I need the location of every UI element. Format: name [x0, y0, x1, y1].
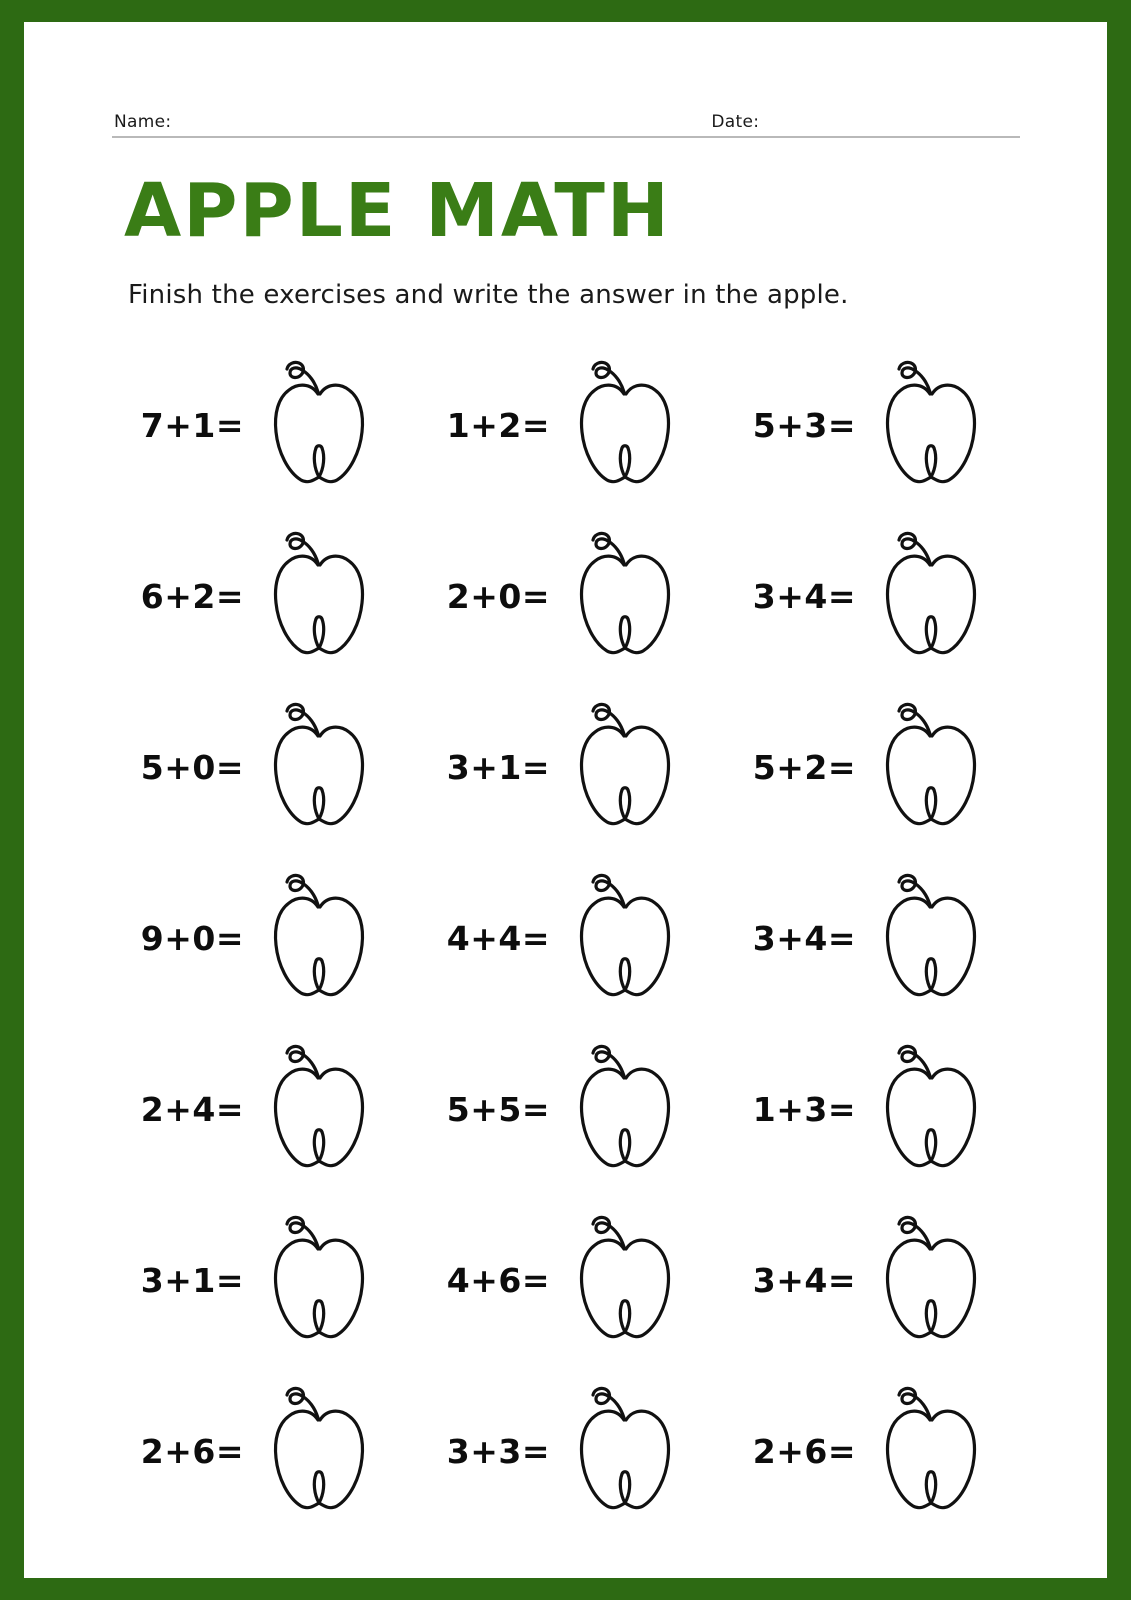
problem-cell-7 — [112, 682, 418, 853]
problem-equation: 1+3= — [752, 1090, 856, 1129]
problem-equation: 3+4= — [752, 919, 856, 958]
problem-cell-20 — [418, 1366, 724, 1537]
apple-answer-box[interactable] — [866, 869, 996, 1009]
problem-equation: 3+4= — [752, 577, 856, 616]
page-title: APPLE MATH — [124, 168, 671, 254]
problem-equation: 3+4= — [752, 1261, 856, 1300]
problem-cell-11 — [418, 853, 724, 1024]
apple-answer-box[interactable] — [866, 527, 996, 667]
problem-equation: 6+2= — [140, 577, 244, 616]
problem-cell-21 — [724, 1366, 1030, 1537]
problem-equation: 5+5= — [446, 1090, 550, 1129]
problem-cell-10 — [112, 853, 418, 1024]
apple-answer-box[interactable] — [254, 698, 384, 838]
apple-answer-box[interactable] — [866, 1211, 996, 1351]
apple-answer-box[interactable] — [254, 869, 384, 1009]
name-label: Name: — [114, 112, 172, 132]
apple-answer-box[interactable] — [254, 356, 384, 496]
problem-cell-5 — [418, 511, 724, 682]
apple-answer-box[interactable] — [254, 1040, 384, 1180]
apple-answer-box[interactable] — [560, 1211, 690, 1351]
problem-equation: 3+1= — [446, 748, 550, 787]
apple-answer-box[interactable] — [254, 1382, 384, 1522]
apple-answer-box[interactable] — [254, 527, 384, 667]
problem-equation: 9+0= — [140, 919, 244, 958]
apple-answer-box[interactable] — [560, 527, 690, 667]
problem-equation: 7+1= — [140, 406, 244, 445]
problem-equation: 3+1= — [140, 1261, 244, 1300]
apple-answer-box[interactable] — [866, 356, 996, 496]
problem-equation: 2+4= — [140, 1090, 244, 1129]
problem-cell-8 — [418, 682, 724, 853]
problem-equation: 3+3= — [446, 1432, 550, 1471]
problem-equation: 5+0= — [140, 748, 244, 787]
apple-answer-box[interactable] — [560, 698, 690, 838]
apple-answer-box[interactable] — [866, 1040, 996, 1180]
problem-cell-13 — [112, 1024, 418, 1195]
problem-cell-14 — [418, 1024, 724, 1195]
apple-answer-box[interactable] — [254, 1211, 384, 1351]
date-label: Date: — [711, 112, 760, 132]
apple-answer-box[interactable] — [560, 1040, 690, 1180]
apple-answer-box[interactable] — [560, 869, 690, 1009]
problem-cell-1 — [112, 340, 418, 511]
problem-equation: 5+3= — [752, 406, 856, 445]
problem-equation: 2+0= — [446, 577, 550, 616]
apple-answer-box[interactable] — [560, 1382, 690, 1522]
problem-cell-12 — [724, 853, 1030, 1024]
student-info-row — [112, 94, 1020, 138]
problem-equation: 4+6= — [446, 1261, 550, 1300]
problem-cell-2 — [418, 340, 724, 511]
problem-equation: 2+6= — [140, 1432, 244, 1471]
problem-grid — [112, 340, 1032, 1537]
problem-cell-19 — [112, 1366, 418, 1537]
apple-answer-box[interactable] — [866, 1382, 996, 1522]
problem-cell-3 — [724, 340, 1030, 511]
problem-cell-6 — [724, 511, 1030, 682]
page-subtitle: Finish the exercises and write the answer in the apple. — [128, 280, 849, 310]
worksheet-page — [24, 22, 1107, 1578]
problem-equation: 4+4= — [446, 919, 550, 958]
problem-equation: 1+2= — [446, 406, 550, 445]
problem-cell-9 — [724, 682, 1030, 853]
problem-cell-4 — [112, 511, 418, 682]
problem-cell-18 — [724, 1195, 1030, 1366]
problem-equation: 5+2= — [752, 748, 856, 787]
apple-answer-box[interactable] — [866, 698, 996, 838]
problem-cell-16 — [112, 1195, 418, 1366]
apple-answer-box[interactable] — [560, 356, 690, 496]
problem-cell-15 — [724, 1024, 1030, 1195]
problem-cell-17 — [418, 1195, 724, 1366]
problem-equation: 2+6= — [752, 1432, 856, 1471]
